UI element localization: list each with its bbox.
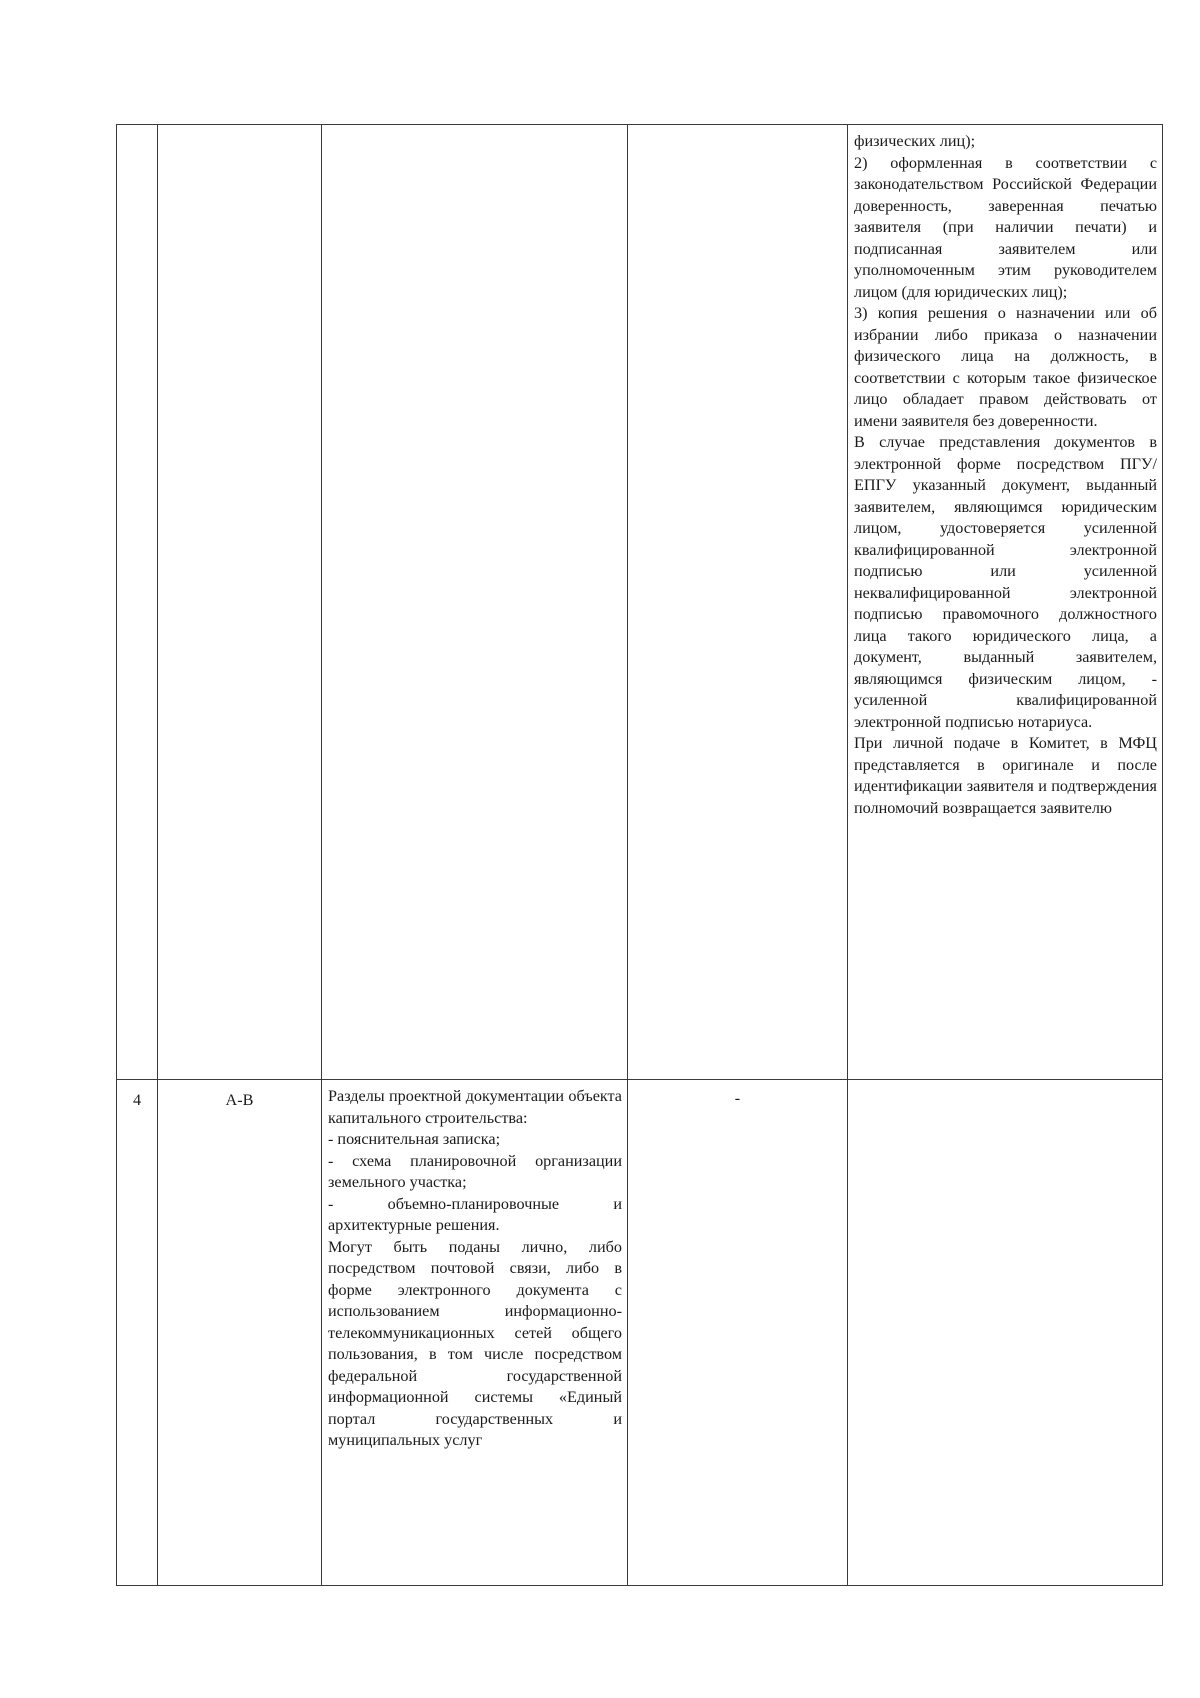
cell-requirements xyxy=(628,1080,848,1586)
row-code: А-В xyxy=(225,1091,254,1109)
notes-paragraph: При личной подаче в Комитет, в МФЦ представляется в оригинале и после идентификации заявителя и подтверждения полномочий возвращается заявителю xyxy=(854,734,1157,817)
notes-paragraph: 2) оформленная в соответствии с законодательством Российской Федерации доверенность, заверенная печатью заявителя (при наличии печати) и подписанная заявителем или уполномоченным этим руководителем лицом (для юридических лиц); xyxy=(854,153,1157,301)
documents-table xyxy=(116,124,1163,1586)
cell-notes xyxy=(848,125,1163,1080)
document-paragraph: Могут быть поданы лично, либо посредством почтовой связи, либо в форме электронного документа с использованием информационно-телекоммуникационных сетей общего пользования, в том числе посредством федеральной государственной информационной системы «Единый портал государственных и муниципальных услуг xyxy=(328,1237,622,1449)
cell-requirements-empty xyxy=(628,125,848,1080)
notes-paragraph: физических лиц); xyxy=(854,132,976,150)
document-text xyxy=(322,1080,627,1456)
cell-document xyxy=(322,1080,628,1586)
cell-code-empty xyxy=(158,125,322,1080)
notes-text xyxy=(848,125,1162,823)
document-paragraph: - объемно-планировочные и архитектурные решения. xyxy=(328,1194,622,1234)
cell-notes-empty xyxy=(848,1080,1163,1586)
document-paragraph: Разделы проектной документации объекта капитального строительства: xyxy=(328,1087,622,1127)
table-row-continued xyxy=(117,125,1163,1080)
cell-number-empty xyxy=(117,125,158,1080)
cell-code xyxy=(158,1080,322,1586)
row-number: 4 xyxy=(132,1091,142,1109)
document-paragraph: - пояснительная записка; xyxy=(328,1130,501,1148)
cell-document-empty xyxy=(322,125,628,1080)
document-paragraph: - схема планировочной организации земельного участка; xyxy=(328,1151,622,1191)
requirements-dash: - xyxy=(734,1089,741,1107)
cell-number xyxy=(117,1080,158,1586)
table-row-4 xyxy=(117,1080,1163,1586)
notes-paragraph: 3) копия решения о назначении или об избрании либо приказа о назначении физического лица на должность, в соответствии с которым такое физическое лицо обладает правом действовать от имени заявителя без доверенности. xyxy=(854,304,1157,430)
notes-paragraph: В случае представления документов в электронной форме посредством ПГУ/ЕПГУ указанный документ, выданный заявителем, являющимся юридическим лицом, удостоверяется усиленной квалифицированной электронной подписью или усиленной неквалифицированной электронной подписью правомочного должностного лица такого юридического лица, а документ, выданный заявителем, являющимся физическим лицом, - усиленной квалифицированной электронной подписью нотариуса. xyxy=(854,433,1157,731)
